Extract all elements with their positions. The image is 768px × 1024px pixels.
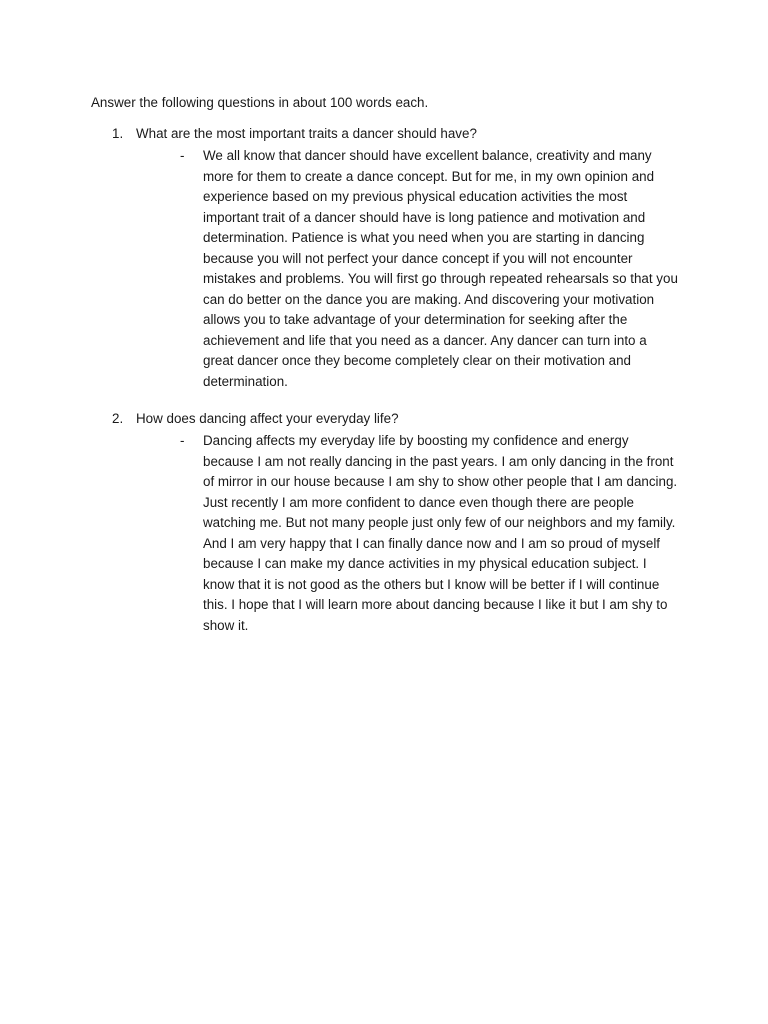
question-number: 1.: [112, 126, 124, 141]
answer-1: [180, 146, 678, 392]
answer-text: We all know that dancer should have excellent balance, creativity and many more for them to create a dance concept. But for me, in my own opinion and experience based on my previous physical education activities the most important trait of a dancer should have is long patience and motivation and determination. Patience is what you need when you are starting in dancing because you will not perfect your dance concept if you will not encounter mistakes and problems. You will first go through repeated rehearsals so that you can do better on the dance you are making. And discovering your motivation allows you to take advantage of your determination for seeking after the achievement and life that you need as a dancer. Any dancer can turn into a great dancer once they become completely clear on their motivation and determination.: [203, 148, 678, 389]
question-text: How does dancing affect your everyday life?: [136, 411, 399, 426]
bullet-dash: -: [180, 433, 185, 448]
question-number: 2.: [112, 411, 124, 426]
question-text: What are the most important traits a dancer should have?: [136, 126, 477, 141]
bullet-dash: -: [180, 148, 185, 163]
answer-2: [180, 431, 678, 636]
question-1: [112, 125, 477, 143]
instructions-text: Answer the following questions in about 100 words each.: [91, 95, 429, 110]
answer-text: Dancing affects my everyday life by boosting my confidence and energy because I am not really dancing in the past years. I am only dancing in the front of mirror in our house because I am shy to show other people that I am dancing. Just recently I am more confident to dance even though there are people watching me. But not many people just only few of our neighbors and my family. And I am very happy that I can finally dance now and I am so proud of myself because I can make my dance activities in my physical education subject. I know that it is not good as the others but I know will be better if I will continue this. I hope that I will learn more about dancing because I like it but I am shy to show it.: [203, 433, 678, 633]
question-2: [112, 410, 399, 428]
